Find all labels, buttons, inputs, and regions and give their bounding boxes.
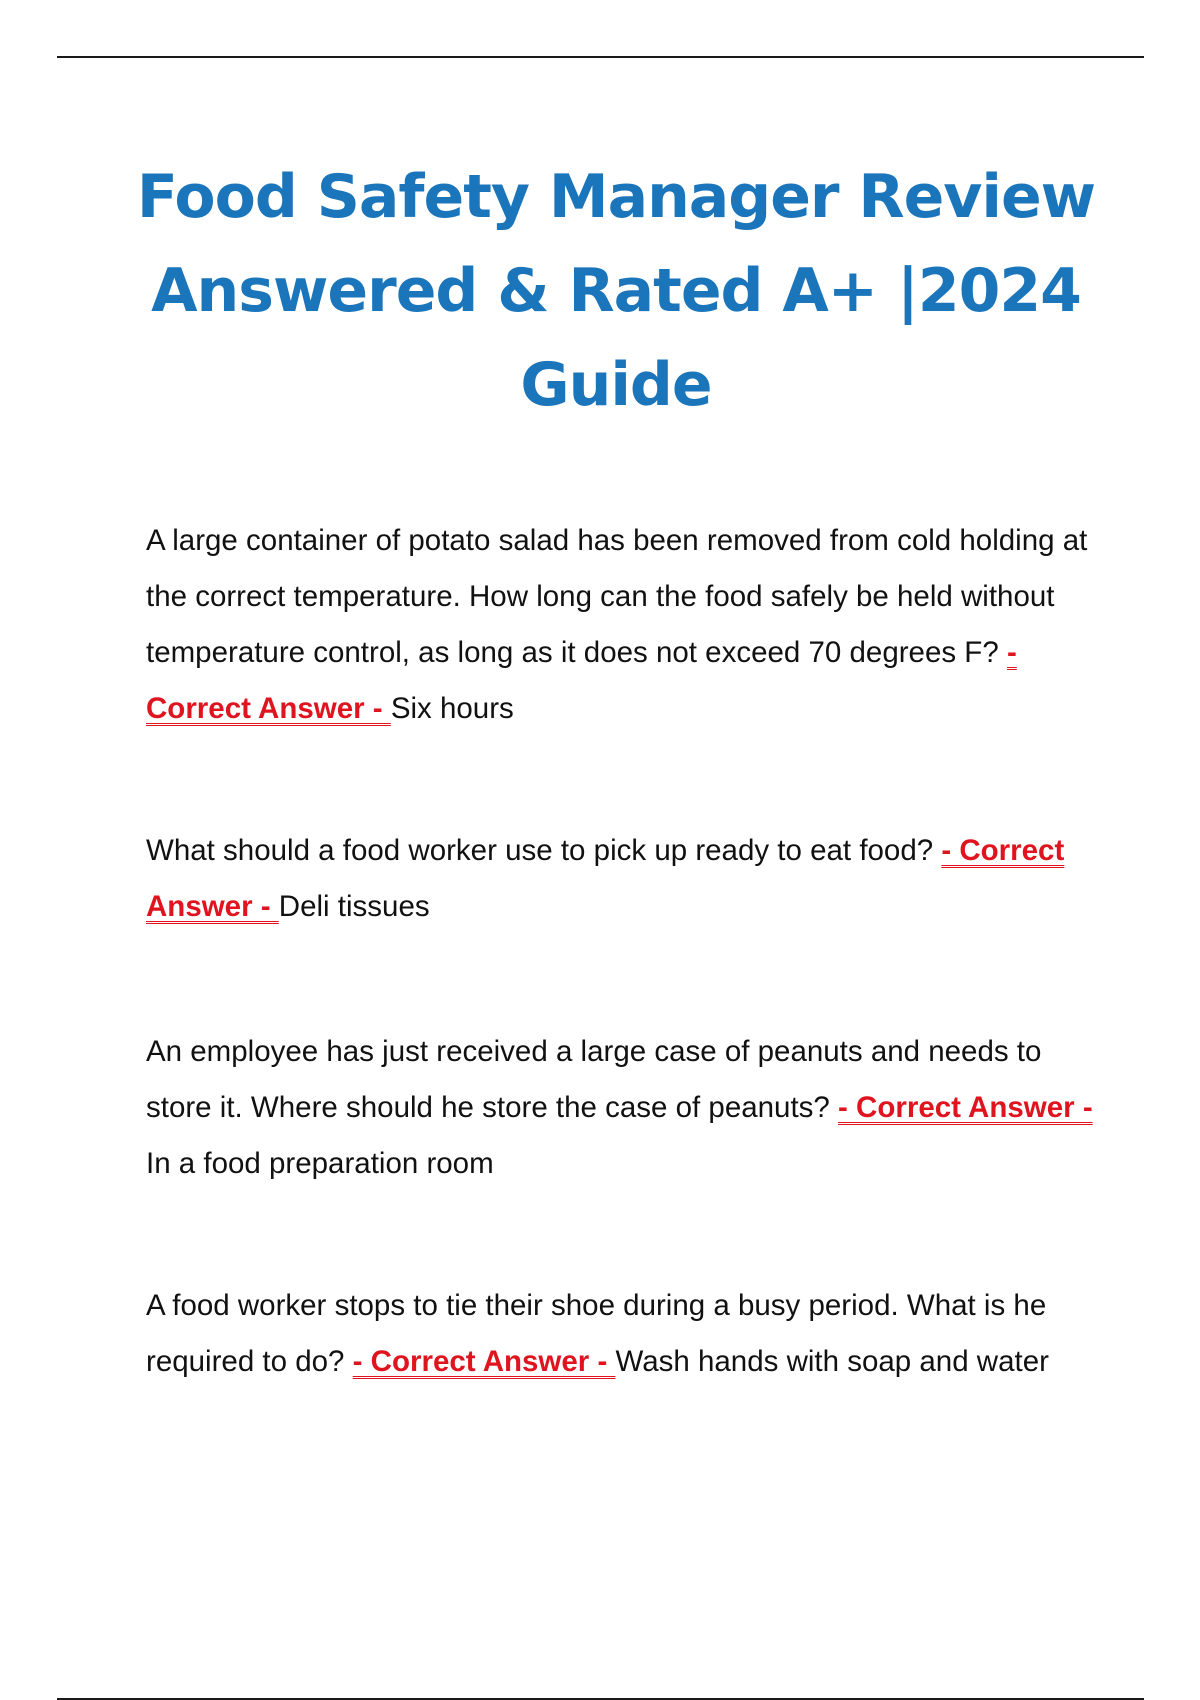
question-text: A large container of potato salad has been removed from cold holding at the correct temperature. How long can the food safely be held without temperature control, as long as it does not exceed 70 degrees F? <box>146 524 1088 669</box>
title-line-2: Answered & Rated A+ |2024 <box>151 256 1081 326</box>
answer-text: In a food preparation room <box>146 1147 494 1180</box>
answer-text: Deli tissues <box>278 890 430 923</box>
qa-item-4 <box>146 1278 1101 1390</box>
correct-answer-marker: - Correct Answer - <box>146 834 1065 923</box>
title-line-3: Guide <box>520 350 712 420</box>
top-horizontal-rule <box>57 56 1144 58</box>
correct-answer-marker: - Correct Answer - <box>352 1345 616 1378</box>
qa-item-2 <box>146 823 1101 935</box>
qa-item-3 <box>146 1024 1101 1192</box>
question-text: What should a food worker use to pick up ready to eat food? <box>146 834 942 867</box>
answer-text: Wash hands with soap and water <box>615 1345 1049 1378</box>
question-text: A food worker stops to tie their shoe during a busy period. What is he required to do? <box>146 1289 1047 1378</box>
title-line-1: Food Safety Manager Review <box>136 162 1096 232</box>
qa-item-1 <box>146 513 1101 737</box>
question-text: An employee has just received a large case of peanuts and needs to store it. Where should he store the case of peanuts? <box>146 1035 1042 1124</box>
correct-answer-marker: - Correct Answer - <box>838 1091 1093 1124</box>
answer-text: Six hours <box>390 692 514 725</box>
correct-answer-marker: - Correct Answer - <box>146 636 1017 725</box>
document-title <box>100 150 1132 432</box>
